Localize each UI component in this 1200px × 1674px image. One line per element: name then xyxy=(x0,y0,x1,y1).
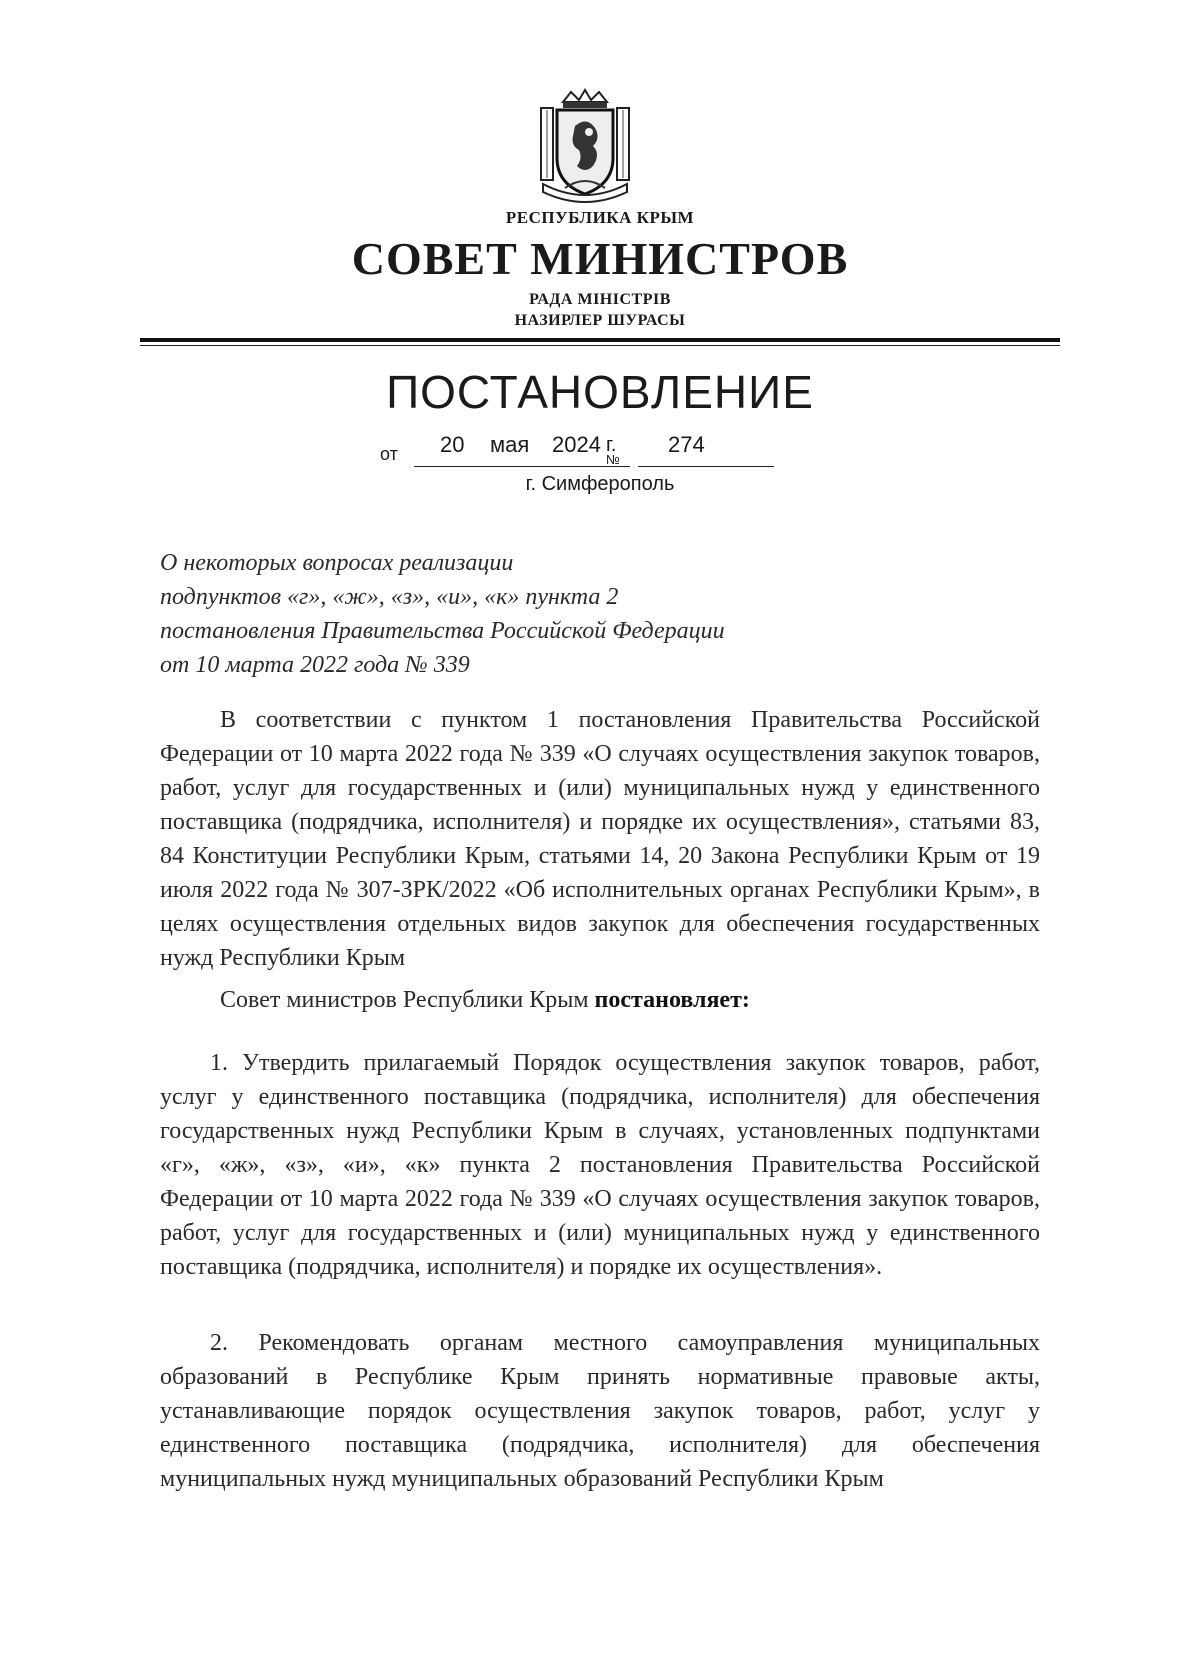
item-1-paragraph: 1. Утвердить прилагаемый Порядок осуществления закупок товаров, работ, услуг у единственного поставщика (подрядчика, исполнителя) для обеспечения государственных нужд Республики Крым в случаях, установленных подпунктами «г», «ж», «з», «и», «к» пункта 2 постановления Правительства Российской Федерации от 10 марта 2022 года № 339 «О случаях осуществления закупок товаров, работ, услуг для государственных и (или) муниципальных нужд у единственного поставщика (подрядчика, исполнителя) и порядке их осуществления». xyxy=(160,1050,1040,1280)
subject-line: подпунктов «г», «ж», «з», «и», «к» пункта 2 xyxy=(160,584,619,610)
city-name: г. Симферополь xyxy=(525,473,675,495)
subject-line: О некоторых вопросах реализации xyxy=(160,550,514,576)
decree-text: Совет министров Республики Крым xyxy=(220,987,595,1013)
header-divider-thick xyxy=(140,338,1060,342)
date-underline xyxy=(414,466,630,467)
date-month: мая xyxy=(490,432,530,457)
item-2-paragraph: 2. Рекомендовать органам местного самоуправления муниципальных образований в Республике Крым принять нормативные правовые акты, устанавливающие порядок осуществления закупок товаров, работ, услуг у единственного поставщика (подрядчика, исполнителя) для обеспечения муниципальных нужд муниципальных образований Республики Крым xyxy=(160,1330,1040,1492)
date-day: 20 xyxy=(440,432,465,457)
document-subject xyxy=(160,546,860,682)
council-name-ukrainian: РАДА МІНІСТРІВ xyxy=(529,291,671,308)
republic-name: РЕСПУБЛИКА КРЫМ xyxy=(505,208,695,227)
header-divider-thin xyxy=(140,345,1060,346)
year-suffix: г. xyxy=(606,434,617,456)
decree-paragraph xyxy=(160,983,1040,1017)
number-underline xyxy=(638,466,774,467)
subject-line: постановления Правительства Российской Федерации xyxy=(160,618,725,644)
date-year: 2024 xyxy=(552,432,601,457)
council-name: СОВЕТ МИНИСТРОВ xyxy=(351,233,849,284)
date-number-line xyxy=(380,432,780,468)
document-type-title: ПОСТАНОВЛЕНИЕ xyxy=(386,366,814,418)
preamble-paragraph: В соответствии с пунктом 1 постановления Правительства Российской Федерации от 10 марта 2022 года № 339 «О случаях осуществления закупок товаров, работ, услуг для государственных и (или) муниципальных нужд у единственного поставщика (подрядчика, исполнителя) и порядке их осуществления», статьями 83, 84 Конституции Республики Крым, статьями 14, 20 Закона Республики Крым от 19 июля 2022 года № 307-ЗРК/2022 «Об исполнительных органах Республики Крым», в целях осуществления отдельных видов закупок для обеспечения государственных нужд Республики Крым xyxy=(160,707,1040,971)
document-number: 274 xyxy=(668,432,705,457)
decree-keyword: постановляет: xyxy=(594,987,750,1013)
council-name-crimean-tatar: НАЗИРЛЕР ШУРАСЫ xyxy=(514,312,686,329)
subject-line: от 10 марта 2022 года № 339 xyxy=(160,652,470,678)
from-label: от xyxy=(380,444,398,464)
coat-of-arms-icon xyxy=(535,88,635,206)
number-label: № xyxy=(606,452,620,467)
